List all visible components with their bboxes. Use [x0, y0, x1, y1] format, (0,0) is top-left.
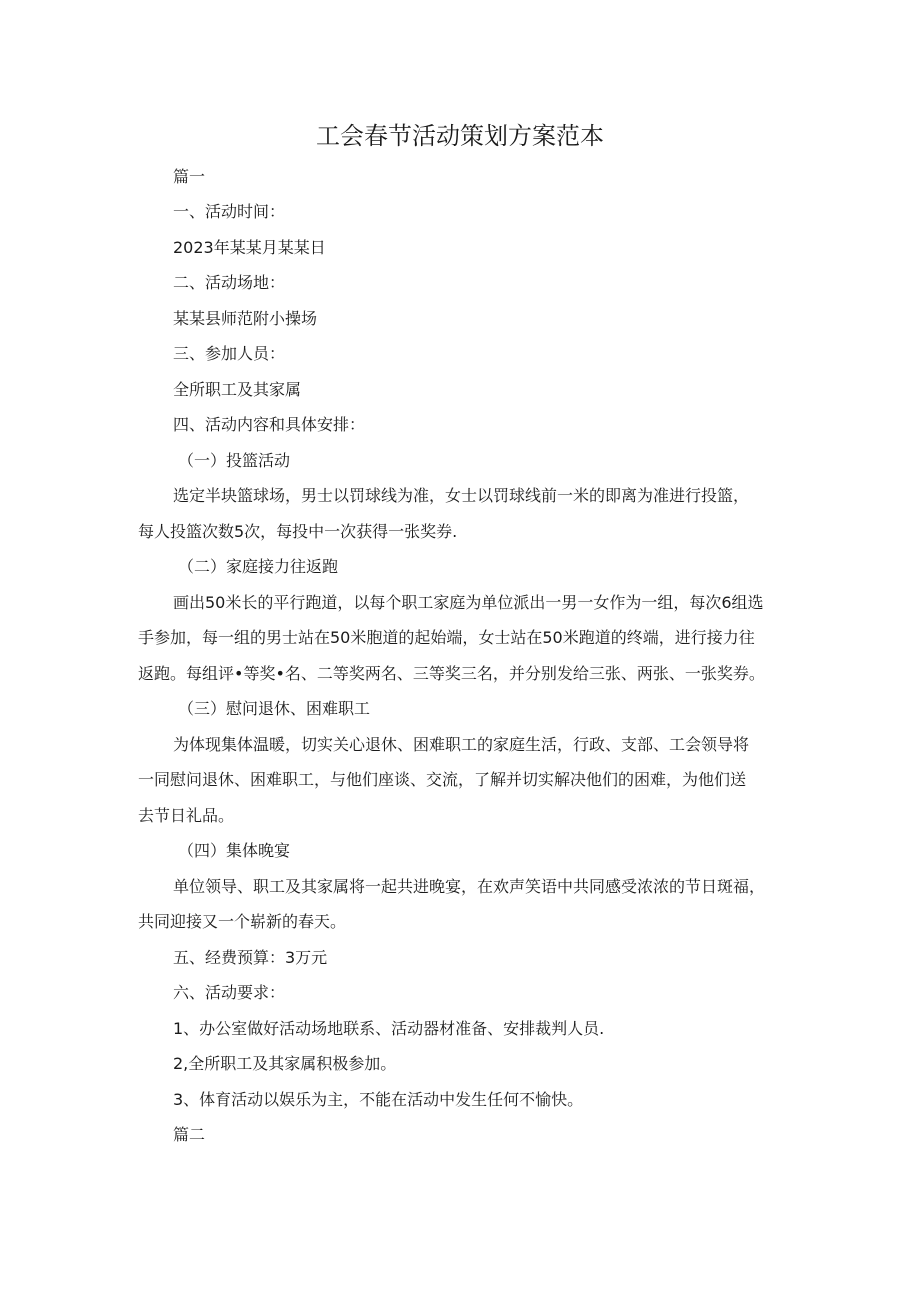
heading-activity-content: 四、活动内容和具体安排：	[173, 415, 366, 434]
participants: 全所职工及其家属	[173, 380, 302, 399]
requirement-item: 1、办公室做好活动场地联系、活动器材准备、安排裁判人员.	[173, 1019, 605, 1038]
heading-participants: 三、参加人员：	[173, 344, 286, 363]
subheading-basketball-shooting: （一）投篮活动	[178, 451, 291, 470]
subheading-group-dinner: （四）集体晚宴	[178, 841, 291, 860]
paragraph-line: 画出50米长的平行跑道，以每个职工家庭为单位派出一男一女作为一组，每次6组选	[173, 593, 764, 612]
paragraph-line: 每人投篮次数5次，每投中一次获得一张奖券.	[138, 522, 458, 541]
activity-venue: 某某县师范附小操场	[173, 309, 318, 328]
requirement-item: 2,全所职工及其家属积极参加。	[173, 1054, 397, 1073]
paragraph-line: 一同慰问退休、困难职工，与他们座谈、交流，了解并切实解决他们的困难，为他们送	[138, 770, 747, 789]
paragraph-line: 选定半块篮球场，男士以罚球线为准，女士以罚球线前一米的即离为准进行投篮，	[173, 486, 750, 505]
section-label-part-two: 篇二	[173, 1125, 206, 1144]
subheading-family-relay: （二）家庭接力往返跑	[178, 557, 339, 576]
paragraph-line: 手参加，每一组的男士站在50米胞道的起始端，女士站在50米跑道的终端，进行接力往	[138, 628, 755, 647]
requirement-item: 3、体育活动以娱乐为主，不能在活动中发生任何不愉快。	[173, 1090, 584, 1109]
heading-requirements: 六、活动要求：	[173, 983, 286, 1002]
activity-date: 2023年某某月某某日	[173, 238, 326, 257]
section-label-part-one: 篇一	[173, 167, 206, 186]
paragraph-line: 单位领导、职工及其家属将一起共进晚宴，在欢声笑语中共同感受浓浓的节日斑福，	[173, 877, 766, 896]
heading-budget: 五、经费预算：3万元	[173, 948, 328, 967]
paragraph-line: 返跑。每组评•等奖•名、二等奖两名、三等奖三名，并分别发给三张、两张、一张奖券。	[138, 664, 765, 683]
heading-activity-venue: 二、活动场地：	[173, 273, 286, 292]
paragraph-line: 为体现集体温暖，切实关心退休、困难职工的家庭生活，行政、支部、工会领导将	[173, 735, 750, 754]
heading-activity-time: 一、活动时间：	[173, 202, 286, 221]
paragraph-line: 去节日礼品。	[138, 806, 235, 825]
subheading-visit-retirees: （三）慰问退休、困难职工	[178, 699, 371, 718]
paragraph-line: 共同迎接又一个崭新的春天。	[138, 912, 347, 931]
document-title: 工会春节活动策划方案范本	[316, 122, 604, 150]
